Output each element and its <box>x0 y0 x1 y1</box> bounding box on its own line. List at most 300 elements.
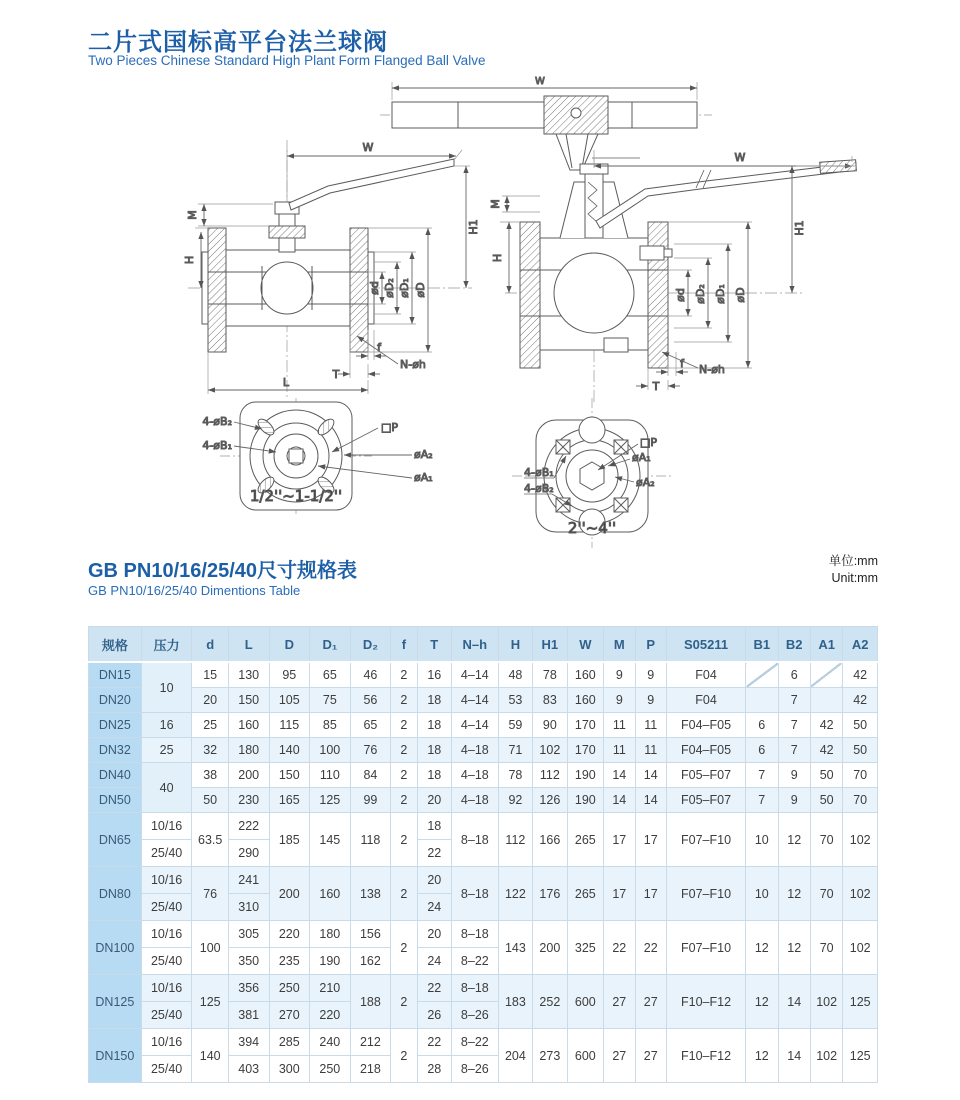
value-cell: 70 <box>843 763 878 788</box>
value-cell: 160 <box>567 688 604 713</box>
spec-cell: DN32 <box>89 738 142 763</box>
value-cell: 170 <box>567 713 604 738</box>
value-cell: 70 <box>810 921 842 975</box>
spec-cell: DN20 <box>89 688 142 713</box>
value-cell: 270 <box>269 1002 310 1029</box>
spec-cell: DN25 <box>89 713 142 738</box>
value-cell: F05–F07 <box>666 763 745 788</box>
value-cell: 230 <box>228 788 269 813</box>
table-row <box>89 975 878 1002</box>
value-cell: 50 <box>810 763 842 788</box>
value-cell: 53 <box>498 688 532 713</box>
value-cell: 110 <box>310 763 351 788</box>
value-cell: F04–F05 <box>666 713 745 738</box>
right-valve-drawing <box>489 150 856 402</box>
value-cell: 42 <box>843 662 878 688</box>
column-header: H <box>498 627 532 663</box>
value-cell: 6 <box>746 713 778 738</box>
dim-label-t-right: T <box>652 380 660 393</box>
value-cell: 290 <box>228 840 269 867</box>
dim-label-p: □P <box>381 421 399 434</box>
spec-cell: DN40 <box>89 763 142 788</box>
value-cell: 2 <box>391 975 417 1029</box>
value-cell: 70 <box>810 867 842 921</box>
na-cell <box>746 688 778 713</box>
value-cell: 22 <box>417 975 451 1002</box>
spec-cell: DN150 <box>89 1029 142 1083</box>
table-row <box>89 662 878 688</box>
value-cell: 8–18 <box>452 813 499 867</box>
value-cell: 112 <box>498 813 532 867</box>
value-cell: 156 <box>350 921 391 948</box>
value-cell: 7 <box>778 738 810 763</box>
value-cell: 76 <box>350 738 391 763</box>
value-cell: 11 <box>635 713 666 738</box>
large-flange-end-view <box>512 398 674 548</box>
value-cell: 305 <box>228 921 269 948</box>
value-cell: 24 <box>417 894 451 921</box>
value-cell: 170 <box>567 738 604 763</box>
value-cell: 16 <box>141 713 192 738</box>
value-cell: 17 <box>604 813 635 867</box>
small-range-caption: 1/2''~1-1/2'' <box>249 487 343 505</box>
value-cell: 138 <box>350 867 391 921</box>
value-cell: 265 <box>567 867 604 921</box>
value-cell: 204 <box>498 1029 532 1083</box>
unit-note-zh: 单位:mm <box>828 554 878 568</box>
large-range-caption: 2''~4'' <box>567 519 617 537</box>
dim-label-D: øD <box>414 282 427 298</box>
column-header: 规格 <box>89 627 142 663</box>
value-cell: 9 <box>635 688 666 713</box>
value-cell: 17 <box>604 867 635 921</box>
value-cell: 25/40 <box>141 1002 192 1029</box>
value-cell: 122 <box>498 867 532 921</box>
spec-cell: DN15 <box>89 662 142 688</box>
value-cell: 235 <box>269 948 310 975</box>
dim-label-p-right: □P <box>640 436 658 449</box>
value-cell: 241 <box>228 867 269 894</box>
value-cell: 100 <box>310 738 351 763</box>
value-cell: 24 <box>417 948 451 975</box>
value-cell: 140 <box>269 738 310 763</box>
value-cell: 22 <box>635 921 666 975</box>
value-cell: 125 <box>843 1029 878 1083</box>
value-cell: 14 <box>604 788 635 813</box>
value-cell: 4–18 <box>452 738 499 763</box>
dim-label-d1: øD₁ <box>398 278 411 298</box>
column-header: M <box>604 627 635 663</box>
value-cell: 2 <box>391 1029 417 1083</box>
value-cell: 180 <box>310 921 351 948</box>
dim-label-h-right: H <box>491 253 504 263</box>
value-cell: 20 <box>417 867 451 894</box>
spec-cell: DN100 <box>89 921 142 975</box>
dim-label-b2: 4-øB₂ <box>202 415 232 428</box>
table-row <box>89 763 878 788</box>
dim-label-d: ød <box>368 281 381 295</box>
value-cell: 25 <box>192 713 229 738</box>
value-cell: 20 <box>417 788 451 813</box>
value-cell: 2 <box>391 713 417 738</box>
value-cell: 105 <box>269 688 310 713</box>
value-cell: 8–26 <box>452 1056 499 1083</box>
value-cell: 143 <box>498 921 532 975</box>
value-cell: 200 <box>228 763 269 788</box>
value-cell: F07–F10 <box>666 921 745 975</box>
value-cell: 78 <box>533 662 567 688</box>
value-cell: 10/16 <box>141 975 192 1002</box>
value-cell: 185 <box>269 813 310 867</box>
dim-label-m-right: M <box>489 199 502 209</box>
column-header: L <box>228 627 269 663</box>
value-cell: 11 <box>635 738 666 763</box>
value-cell: 50 <box>843 738 878 763</box>
value-cell: 71 <box>498 738 532 763</box>
value-cell: 600 <box>567 1029 604 1083</box>
value-cell: 166 <box>533 813 567 867</box>
value-cell: 28 <box>417 1056 451 1083</box>
value-cell: F04 <box>666 688 745 713</box>
dim-label-h1-right: H1 <box>793 220 806 236</box>
dim-label-l: L <box>282 376 290 389</box>
value-cell: F10–F12 <box>666 975 745 1029</box>
value-cell: 50 <box>810 788 842 813</box>
value-cell: 200 <box>533 921 567 975</box>
value-cell: 18 <box>417 763 451 788</box>
value-cell: 42 <box>810 713 842 738</box>
dim-label-b1: 4-øB₁ <box>202 439 232 452</box>
value-cell: 126 <box>533 788 567 813</box>
value-cell: 2 <box>391 921 417 975</box>
column-header: W <box>567 627 604 663</box>
value-cell: 27 <box>635 1029 666 1083</box>
column-header: D <box>269 627 310 663</box>
column-header: T <box>417 627 451 663</box>
dim-label-w-right: W <box>734 151 746 164</box>
value-cell: 14 <box>635 763 666 788</box>
value-cell: 83 <box>533 688 567 713</box>
value-cell: 4–14 <box>452 662 499 688</box>
value-cell: 190 <box>310 948 351 975</box>
value-cell: 22 <box>417 1029 451 1056</box>
value-cell: F04 <box>666 662 745 688</box>
value-cell: 600 <box>567 975 604 1029</box>
table-row <box>89 921 878 948</box>
value-cell: 65 <box>310 662 351 688</box>
spec-cell: DN50 <box>89 788 142 813</box>
value-cell: 50 <box>192 788 229 813</box>
value-cell: 11 <box>604 713 635 738</box>
value-cell: 150 <box>228 688 269 713</box>
value-cell: 85 <box>310 713 351 738</box>
value-cell: 25/40 <box>141 1056 192 1083</box>
table-row <box>89 688 878 713</box>
left-valve-drawing <box>183 140 480 400</box>
value-cell: 9 <box>778 788 810 813</box>
value-cell: 188 <box>350 975 391 1029</box>
value-cell: 70 <box>810 813 842 867</box>
value-cell: 18 <box>417 813 451 840</box>
value-cell: 18 <box>417 738 451 763</box>
column-header: D₂ <box>350 627 391 663</box>
value-cell: F07–F10 <box>666 813 745 867</box>
value-cell: 10/16 <box>141 921 192 948</box>
value-cell: 125 <box>843 975 878 1029</box>
value-cell: 200 <box>269 867 310 921</box>
value-cell: 356 <box>228 975 269 1002</box>
value-cell: 78 <box>498 763 532 788</box>
value-cell: 100 <box>192 921 229 975</box>
dim-label-d1-right: øD₁ <box>714 284 727 304</box>
value-cell: 9 <box>604 662 635 688</box>
column-header: d <box>192 627 229 663</box>
value-cell: 42 <box>810 738 842 763</box>
value-cell: 2 <box>391 813 417 867</box>
dim-label-h1: H1 <box>467 219 480 235</box>
table-row <box>89 788 878 813</box>
spec-cell: DN65 <box>89 813 142 867</box>
value-cell: 42 <box>843 688 878 713</box>
value-cell: 250 <box>269 975 310 1002</box>
column-header: f <box>391 627 417 663</box>
value-cell: 25/40 <box>141 894 192 921</box>
value-cell: 8–18 <box>452 975 499 1002</box>
small-flange-end-view <box>202 398 432 514</box>
dim-label-w: W <box>362 141 374 154</box>
value-cell: 102 <box>533 738 567 763</box>
value-cell: 75 <box>310 688 351 713</box>
dim-label-b1-right: 4-øB₁ <box>524 466 554 479</box>
na-cell <box>810 662 842 688</box>
dim-label-a2-right: øA₂ <box>636 476 655 489</box>
value-cell: 92 <box>498 788 532 813</box>
value-cell: 20 <box>417 921 451 948</box>
value-cell: 2 <box>391 662 417 688</box>
value-cell: 10/16 <box>141 867 192 894</box>
value-cell: 165 <box>269 788 310 813</box>
page-title-en: Two Pieces Chinese Standard High Plant Form Flanged Ball Valve <box>88 53 486 68</box>
value-cell: 102 <box>810 975 842 1029</box>
value-cell: 27 <box>604 1029 635 1083</box>
dim-label-f-right: f <box>680 357 684 370</box>
value-cell: 160 <box>228 713 269 738</box>
column-header: B1 <box>746 627 778 663</box>
value-cell: F07–F10 <box>666 867 745 921</box>
value-cell: 65 <box>350 713 391 738</box>
column-header: P <box>635 627 666 663</box>
value-cell: 2 <box>391 738 417 763</box>
value-cell: 76 <box>192 867 229 921</box>
table-row <box>89 1029 878 1056</box>
value-cell: 250 <box>310 1056 351 1083</box>
column-header: S05211 <box>666 627 745 663</box>
value-cell: 63.5 <box>192 813 229 867</box>
value-cell: 325 <box>567 921 604 975</box>
value-cell: 27 <box>635 975 666 1029</box>
value-cell: 10 <box>746 813 778 867</box>
column-header: N–h <box>452 627 499 663</box>
value-cell: 8–22 <box>452 1029 499 1056</box>
unit-note <box>829 553 878 587</box>
value-cell: 15 <box>192 662 229 688</box>
value-cell: 240 <box>310 1029 351 1056</box>
value-cell: 17 <box>635 867 666 921</box>
value-cell: 14 <box>604 763 635 788</box>
table-body <box>89 662 878 1083</box>
dim-label-a1-right: øA₁ <box>632 451 651 464</box>
value-cell: 381 <box>228 1002 269 1029</box>
value-cell: 10 <box>746 867 778 921</box>
value-cell: 12 <box>778 921 810 975</box>
value-cell: 56 <box>350 688 391 713</box>
value-cell: 95 <box>269 662 310 688</box>
value-cell: 50 <box>843 713 878 738</box>
value-cell: 273 <box>533 1029 567 1083</box>
value-cell: 160 <box>567 662 604 688</box>
value-cell: 25 <box>141 738 192 763</box>
value-cell: 218 <box>350 1056 391 1083</box>
column-header: A1 <box>810 627 842 663</box>
dim-label-a2: øA₂ <box>414 448 433 461</box>
value-cell: 48 <box>498 662 532 688</box>
value-cell: 102 <box>843 921 878 975</box>
value-cell: 150 <box>269 763 310 788</box>
value-cell: 125 <box>310 788 351 813</box>
value-cell: 20 <box>192 688 229 713</box>
dim-label-m: M <box>186 210 199 220</box>
value-cell: 9 <box>778 763 810 788</box>
value-cell: 9 <box>604 688 635 713</box>
value-cell: 4–14 <box>452 688 499 713</box>
value-cell: 4–14 <box>452 713 499 738</box>
value-cell: 220 <box>310 1002 351 1029</box>
dim-label-w-top: W <box>535 76 545 87</box>
dim-label-d2-right: øD₂ <box>694 284 707 304</box>
value-cell: 7 <box>746 763 778 788</box>
value-cell: 350 <box>228 948 269 975</box>
value-cell: 6 <box>746 738 778 763</box>
value-cell: 25/40 <box>141 948 192 975</box>
value-cell: 46 <box>350 662 391 688</box>
value-cell: 12 <box>746 1029 778 1083</box>
value-cell: 145 <box>310 813 351 867</box>
value-cell: 2 <box>391 788 417 813</box>
page-title-zh: 二片式国标高平台法兰球阀 <box>88 29 388 56</box>
value-cell: 115 <box>269 713 310 738</box>
value-cell: 70 <box>843 788 878 813</box>
dim-label-a1: øA₁ <box>414 471 433 484</box>
value-cell: F10–F12 <box>666 1029 745 1083</box>
value-cell: 99 <box>350 788 391 813</box>
value-cell: 102 <box>843 813 878 867</box>
value-cell: 10 <box>141 662 192 713</box>
value-cell: 40 <box>141 763 192 813</box>
value-cell: 26 <box>417 1002 451 1029</box>
value-cell: F04–F05 <box>666 738 745 763</box>
value-cell: 12 <box>778 867 810 921</box>
value-cell: 7 <box>746 788 778 813</box>
value-cell: F05–F07 <box>666 788 745 813</box>
value-cell: 112 <box>533 763 567 788</box>
value-cell: 4–18 <box>452 788 499 813</box>
column-header: D₁ <box>310 627 351 663</box>
value-cell: 18 <box>417 713 451 738</box>
value-cell: 90 <box>533 713 567 738</box>
value-cell: 7 <box>778 688 810 713</box>
value-cell: 27 <box>604 975 635 1029</box>
value-cell: 190 <box>567 763 604 788</box>
value-cell: 38 <box>192 763 229 788</box>
value-cell: 14 <box>778 1029 810 1083</box>
value-cell: 394 <box>228 1029 269 1056</box>
value-cell: 6 <box>778 662 810 688</box>
technical-drawings <box>0 0 960 548</box>
value-cell: 12 <box>746 975 778 1029</box>
value-cell: 220 <box>269 921 310 948</box>
value-cell: 12 <box>778 813 810 867</box>
value-cell: 125 <box>192 975 229 1029</box>
value-cell: 25/40 <box>141 840 192 867</box>
value-cell: 17 <box>635 813 666 867</box>
column-header: H1 <box>533 627 567 663</box>
value-cell: 140 <box>192 1029 229 1083</box>
value-cell: 180 <box>228 738 269 763</box>
value-cell: 160 <box>310 867 351 921</box>
value-cell: 118 <box>350 813 391 867</box>
column-header: A2 <box>843 627 878 663</box>
value-cell: 102 <box>810 1029 842 1083</box>
value-cell: 7 <box>778 713 810 738</box>
value-cell: 2 <box>391 688 417 713</box>
value-cell: 16 <box>417 662 451 688</box>
value-cell: 183 <box>498 975 532 1029</box>
dim-label-D-right: øD <box>734 287 747 303</box>
section-title-en: GB PN10/16/25/40 Dimentions Table <box>88 583 301 598</box>
value-cell: 210 <box>310 975 351 1002</box>
value-cell: 300 <box>269 1056 310 1083</box>
unit-note-en: Unit:mm <box>831 571 878 585</box>
value-cell: 10/16 <box>141 813 192 840</box>
dim-label-nh-right: N-øh <box>699 363 725 376</box>
value-cell: 403 <box>228 1056 269 1083</box>
dim-label-b2-right: 4-øB₂ <box>524 482 554 495</box>
value-cell: 84 <box>350 763 391 788</box>
value-cell: 8–26 <box>452 1002 499 1029</box>
na-cell <box>810 688 842 713</box>
dim-label-d2: øD₂ <box>383 278 396 298</box>
value-cell: 130 <box>228 662 269 688</box>
value-cell: 8–18 <box>452 921 499 948</box>
value-cell: 190 <box>567 788 604 813</box>
dim-label-f: f <box>377 341 381 354</box>
dim-label-h: H <box>183 255 196 265</box>
table-row <box>89 867 878 894</box>
dim-label-t: T <box>332 368 340 381</box>
dim-label-nh: N-øh <box>400 358 426 371</box>
na-cell <box>746 662 778 688</box>
table-row <box>89 713 878 738</box>
value-cell: 32 <box>192 738 229 763</box>
table-header <box>89 627 878 663</box>
header-row <box>89 627 878 663</box>
value-cell: 10/16 <box>141 1029 192 1056</box>
value-cell: 14 <box>778 975 810 1029</box>
value-cell: 22 <box>417 840 451 867</box>
value-cell: 222 <box>228 813 269 840</box>
value-cell: 59 <box>498 713 532 738</box>
value-cell: 9 <box>635 662 666 688</box>
